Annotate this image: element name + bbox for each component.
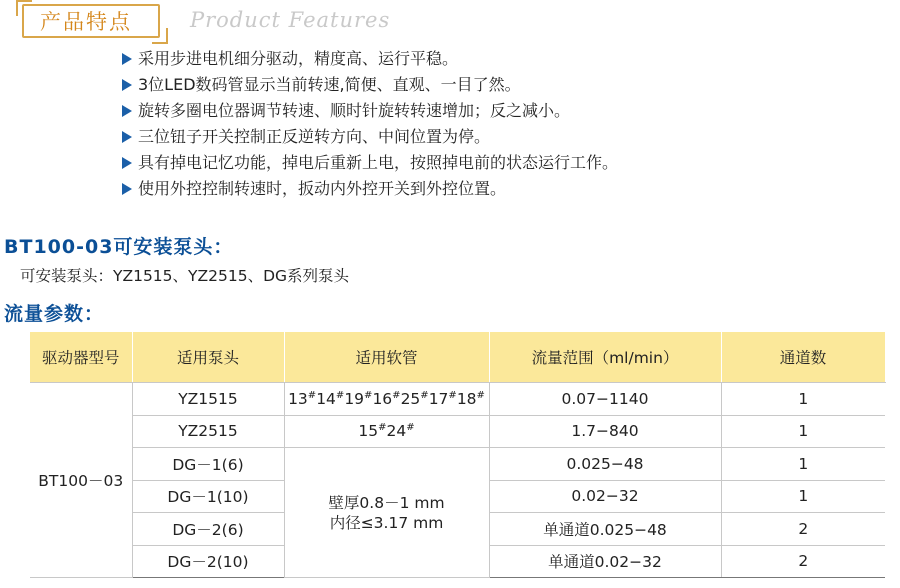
flow-cell: 0.02−32 xyxy=(489,480,721,513)
table-row xyxy=(30,448,885,481)
feature-list xyxy=(122,46,618,202)
channels-cell: 2 xyxy=(721,513,885,546)
table-row xyxy=(30,415,885,448)
list-item: 旋转多圈电位器调节转速、顺时针旋转转速增加；反之减小。 xyxy=(122,98,618,124)
column-header: 流量范围（ml/min） xyxy=(489,332,721,383)
flow-cell: 1.7−840 xyxy=(489,415,721,448)
hose-cell: 13#14#19#16#25#17#18# xyxy=(284,383,489,416)
pump-cell: DG－1(10) xyxy=(132,480,284,513)
column-header: 适用软管 xyxy=(284,332,489,383)
pump-section-text: 可安装泵头：YZ1515、YZ2515、DG系列泵头 xyxy=(20,267,350,285)
flow-section-title: 流量参数： xyxy=(4,303,105,325)
pump-section-title: BT100-03可安装泵头： xyxy=(4,236,234,258)
pump-cell: DG－2(6) xyxy=(132,513,284,546)
list-item: 采用步进电机细分驱动，精度高、运行平稳。 xyxy=(122,46,618,72)
bullet-triangle-icon xyxy=(122,183,132,195)
corner-ornament-icon xyxy=(16,0,32,16)
column-header: 适用泵头 xyxy=(132,332,284,383)
column-header: 通道数 xyxy=(721,332,885,383)
section-header xyxy=(0,0,900,42)
bullet-triangle-icon xyxy=(122,131,132,143)
list-item: 使用外控控制转速时，扳动内外控开关到外控位置。 xyxy=(122,176,618,202)
header-title: 产品特点 xyxy=(40,10,132,34)
table-header-row xyxy=(30,332,885,383)
list-item: 三位钮子开关控制正反逆转方向、中间位置为停。 xyxy=(122,124,618,150)
flow-cell: 单通道0.025−48 xyxy=(489,513,721,546)
flow-table xyxy=(30,332,886,578)
channels-cell: 1 xyxy=(721,415,885,448)
pump-cell: YZ2515 xyxy=(132,415,284,448)
bullet-triangle-icon xyxy=(122,79,132,91)
bullet-triangle-icon xyxy=(122,53,132,65)
hose-cell: 壁厚0.8－1 mm 内径≤3.17 mm xyxy=(284,448,489,578)
bullet-triangle-icon xyxy=(122,105,132,117)
hose-cell: 15#24# xyxy=(284,415,489,448)
channels-cell: 2 xyxy=(721,545,885,578)
channels-cell: 1 xyxy=(721,480,885,513)
column-header: 驱动器型号 xyxy=(30,332,132,383)
table-row xyxy=(30,383,885,416)
flow-cell: 0.025−48 xyxy=(489,448,721,481)
list-item: 3位LED数码管显示当前转速,简便、直观、一目了然。 xyxy=(122,72,618,98)
pump-cell: DG－1(6) xyxy=(132,448,284,481)
list-item: 具有掉电记忆功能，掉电后重新上电，按照掉电前的状态运行工作。 xyxy=(122,150,618,176)
bullet-triangle-icon xyxy=(122,157,132,169)
flow-cell: 0.07−1140 xyxy=(489,383,721,416)
pump-cell: DG－2(10) xyxy=(132,545,284,578)
channels-cell: 1 xyxy=(721,448,885,481)
model-cell: BT100－03 xyxy=(30,383,132,578)
pump-cell: YZ1515 xyxy=(132,383,284,416)
header-subtitle: Product Features xyxy=(190,8,391,32)
channels-cell: 1 xyxy=(721,383,885,416)
flow-cell: 单通道0.02−32 xyxy=(489,545,721,578)
corner-ornament-icon xyxy=(152,28,168,44)
